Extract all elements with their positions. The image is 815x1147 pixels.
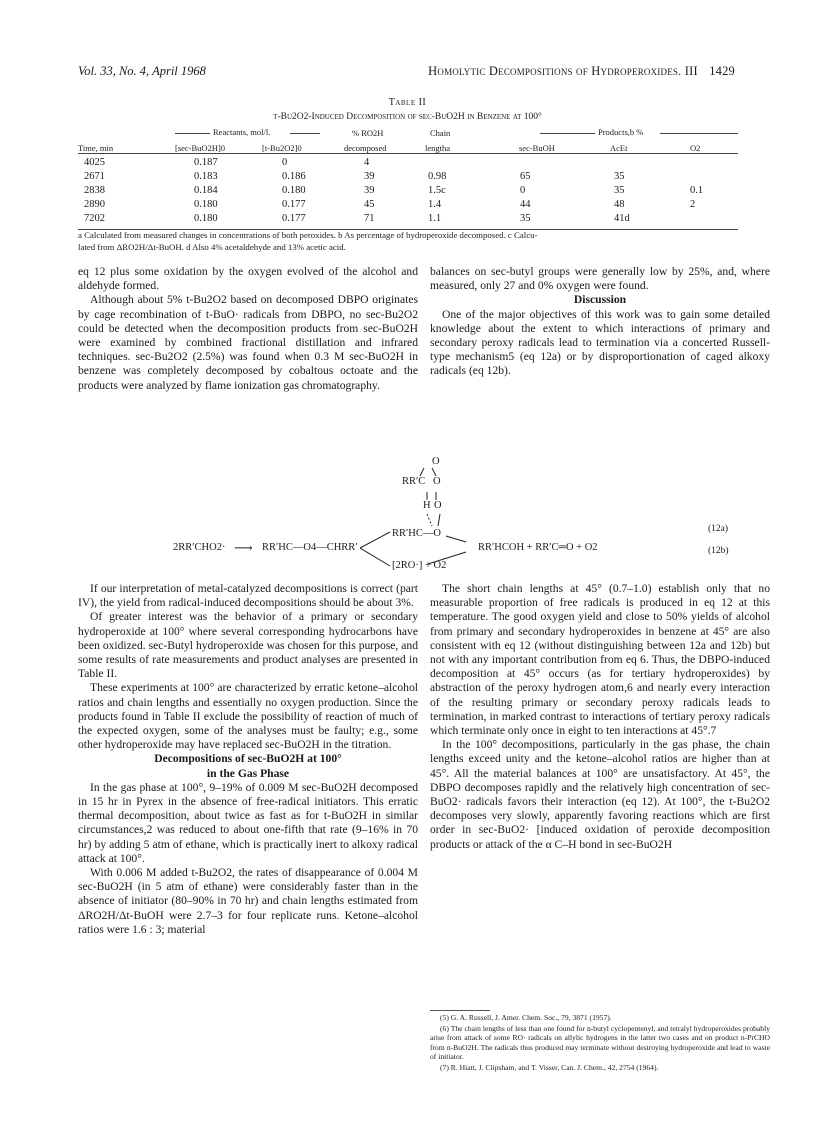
- eq-12b-label: (12b): [708, 546, 729, 556]
- left-column-top: [78, 265, 418, 393]
- section-heading-discussion: Discussion: [573, 293, 627, 307]
- table-cell-time: 7202: [84, 213, 105, 224]
- table-cell-chain: 0.98: [428, 171, 447, 182]
- reactants-group-header: Reactants, mol/l.: [213, 127, 271, 137]
- table-cell-pct: 45: [364, 199, 375, 210]
- table-cell-tbu: 0.177: [282, 199, 306, 210]
- left-column-bottom: [78, 582, 418, 937]
- table-cell-sec: 0.180: [194, 213, 218, 224]
- paragraph: The short chain lengths at 45° (0.7–1.0) establish only that no measurable proportion of free radicals is produced in eq 12 at this temperature. The good oxygen yield and close to 50% yields of alcohol from primary and secondary hydroperoxides in benzene at 45° are also consistent with eq 12 (without distinguishing between 12a and 12b) but not with any important contribution from eq 6. Thus, the DBPO-induced decomposition at 45° occurs (as for tertiary hydroperoxides) by abstraction of the peroxy hydrogen atom,6 and nearly every interaction of the resulting primary or secondary peroxy radicals leads to termination, in marked contrast to interactions of tertiary peroxy radicals which terminate only once in eight to ten interactions at 45°.7: [430, 582, 770, 738]
- table-cell-o2: 0.1: [690, 185, 704, 196]
- footnotes: [430, 1013, 770, 1073]
- col-pct-ro2h: % RO2H: [352, 128, 384, 138]
- scheme-reactant: 2RR′CHO2·: [173, 542, 226, 553]
- table-cell-buoh: 44: [520, 199, 531, 210]
- table-cell-pct: 4: [364, 157, 370, 168]
- table-cell-acet: 35: [614, 171, 625, 182]
- col-pct-ro2h-sub: decomposed: [344, 143, 387, 153]
- table-caption: t-Bu2O2-Induced Decomposition of sec-BuO2H in Benzene at 100°: [273, 112, 542, 122]
- table-label: Table II: [388, 97, 427, 108]
- paragraph: In the 100° decompositions, particularly in the gas phase, the chain lengths exceed unity and the ketone–alcohol ratios are higher than at 45°. All the material balances at 100° are unsatisfactory. At 45°, the DBPO decomposes rapidly and the relatively high concentration of sec-BuO2· radicals favors their interaction (eq 12). At 100°, the t-Bu2O2 decomposes very slowly, apparently favoring reactions which are first order in sec-BuO2· [induced oxidation of peroxide decomposition products or attack of the α C–H bond in sec-BuO2H: [430, 738, 770, 851]
- col-sec-buoh: sec-BuOH: [519, 143, 555, 153]
- paragraph: In the gas phase at 100°, 9–19% of 0.009 M sec-BuO2H decomposed in 15 hr in Pyrex in the absence of free-radical initiators. This erratic thermal decomposition, about twice as fast as for t-BuO2H in similar circumstances,2 was reduced to about one-fifth that rate (9–16% in 70 hr) by adding 5 atm of ethane, which is practically inert to alkoxy radical attack at 100°.: [78, 780, 418, 865]
- scheme-ring-h: H: [423, 500, 431, 511]
- scheme-lower-product: [2RO·] + O2: [392, 560, 447, 571]
- table-cell-o2: 2: [690, 199, 696, 210]
- table-cell-buoh: 35: [520, 213, 531, 224]
- footnote-7: (7) R. Hiatt, J. Clipsham, and T. Visser, Can. J. Chem., 42, 2754 (1964).: [440, 1062, 659, 1072]
- table-cell-tbu: 0.177: [282, 213, 306, 224]
- running-title: [428, 64, 735, 79]
- footnote-6: (6) The chain lengths of less than one found for n-butyl cyclopentenyl, and tetralyl hydroperoxides probably arise from attack of some RO· radicals on allylic hydrogens in the latter two cases and on product n-PrCHO from n-BuO2H. The radicals thus produced may terminate without destroying hydroperoxide and lead to waste of initiator.: [430, 1023, 770, 1061]
- section-heading-gas-phase-2: in the Gas Phase: [206, 766, 290, 780]
- table-cell-chain: 1.5c: [428, 185, 446, 196]
- paragraph: One of the major objectives of this work was to gain some detailed knowledge about the extent to which interactions of primary and secondary peroxy radicals lead to termination via a concerted Russell-type mechanism5 (eq 12a) or by disproportionation of caged alkoxy radicals (eq 12b).: [430, 307, 770, 378]
- table-cell-time: 4025: [84, 157, 105, 168]
- table-cell-time: 2671: [84, 171, 105, 182]
- table-cell-pct: 39: [364, 185, 375, 196]
- table-cell-tbu: 0.180: [282, 185, 306, 196]
- products-group-header: Products,b %: [598, 127, 644, 137]
- col-time: Time, min: [78, 143, 114, 153]
- scheme-final-products: RR′HCOH + RR′C═O + O2: [478, 542, 598, 553]
- running-title-text: Homolytic Decompositions of Hydroperoxides. III: [428, 64, 698, 78]
- paragraph: These experiments at 100° are characterized by erratic ketone–alcohol ratios and chain lengths and essentially no oxygen production. Since the products found in Table II exclude the possibility of reaction of much of the expected oxygen, some of the analyses must be faulty; e.g., some other hydroperoxide may have replaced sec-BuO2H in the titration.: [78, 681, 418, 752]
- table-cell-buoh: 65: [520, 171, 531, 182]
- table-cell-buoh: 0: [520, 185, 526, 196]
- table-cell-acet: 41d: [614, 213, 630, 224]
- table-footnote-1: a Calculated from measured changes in concentrations of both peroxides. b As percentage of hydroperoxide decomposed. c Calcu-: [78, 230, 538, 240]
- eq-12a-label: (12a): [708, 524, 729, 534]
- scheme-ring-c: RR′C: [402, 476, 426, 487]
- col-chain: Chain: [430, 128, 451, 138]
- table-cell-tbu: 0.186: [282, 171, 306, 182]
- table-cell-chain: 1.4: [428, 199, 442, 210]
- scheme-upper-product: RR′HC—O: [392, 528, 441, 539]
- right-column-top: [430, 265, 770, 379]
- table-cell-time: 2838: [84, 185, 105, 196]
- scheme-tetroxide: RR′HC—O4—CHRR′: [262, 542, 358, 553]
- right-column-bottom: [430, 582, 770, 852]
- col-t-bu2o2: [t-Bu2O2]0: [262, 143, 302, 153]
- paragraph: With 0.006 M added t-Bu2O2, the rates of disappearance of 0.004 M sec-BuO2H (in 5 atm of ethane) were considerably faster than in the absence of initiator (80–90% in 70 hr) and chain lengths estimated from ΔRO2H/Δt-BuOH were 2.7–3 for four replicate runs. Ketone–alcohol ratios were 1.6 : 3; material: [78, 866, 418, 936]
- scheme-lines: [360, 456, 720, 576]
- table-cell-sec: 0.187: [194, 157, 218, 168]
- paragraph: If our interpretation of metal-catalyzed decompositions is correct (part IV), the yield from radical-induced decompositions should be about 3%.: [78, 582, 418, 610]
- table-cell-sec: 0.183: [194, 171, 218, 182]
- paragraph: eq 12 plus some oxidation by the oxygen evolved of the alcohol and aldehyde formed.: [78, 265, 418, 293]
- table-cell-acet: 48: [614, 199, 625, 210]
- table-cell-tbu: 0: [282, 157, 288, 168]
- paragraph: Of greater interest was the behavior of a primary or secondary hydroperoxide at 100° where several corresponding hydrocarbons have been oxidized. sec-Butyl hydroperoxide was chosen for this purpose, and some results of rate measurements and product analyses are presented in Table II.: [78, 610, 418, 681]
- table-cell-pct: 39: [364, 171, 375, 182]
- table-footnote-2: lated from ΔRO2H/Δt-BuOH. d Also 4% acetaldehyde and 13% acetic acid.: [78, 242, 346, 252]
- paragraph: Although about 5% t-Bu2O2 based on decomposed DBPO originates by cage recombination of t-BuO· radicals from DBPO, no sec-Bu2O2 could be detected when the decomposition products from sec-BuO2H were examined by combined fractional distillation and infrared techniques. sec-Bu2O2 (2.5%) was found when 0.3 M sec-BuO2H in benzene was completely decomposed by cobaltous octoate and the products were analyzed by flame ionization gas chromatography.: [78, 293, 418, 392]
- col-o2: O2: [690, 143, 701, 153]
- table-cell-sec: 0.184: [194, 185, 218, 196]
- page-number: 1429: [709, 64, 735, 78]
- col-sec-buo2h: [sec-BuO2H]0: [175, 143, 226, 153]
- journal-issue: Vol. 33, No. 4, April 1968: [78, 64, 206, 78]
- col-acet: AcEt: [610, 143, 628, 153]
- col-chain-sub: lengtha: [425, 143, 451, 153]
- paragraph: balances on sec-butyl groups were generally low by 25%, and, where measured, only 27 and 0% oxygen were found.: [430, 265, 770, 293]
- scheme-arrow: ⟶: [234, 540, 253, 555]
- table-cell-pct: 71: [364, 213, 375, 224]
- scheme-ring-o2: O: [434, 500, 442, 511]
- scheme-ring-top-o: O: [432, 456, 440, 467]
- section-heading-gas-phase: Decompositions of sec-BuO2H at 100°: [154, 752, 342, 766]
- table-cell-time: 2890: [84, 199, 105, 210]
- table-cell-sec: 0.180: [194, 199, 218, 210]
- table-cell-acet: 35: [614, 185, 625, 196]
- scheme-ring-o1: O: [433, 476, 441, 487]
- footnote-5: (5) G. A. Russell, J. Amer. Chem. Soc., 79, 3871 (1957).: [440, 1013, 612, 1022]
- table-cell-chain: 1.1: [428, 213, 442, 224]
